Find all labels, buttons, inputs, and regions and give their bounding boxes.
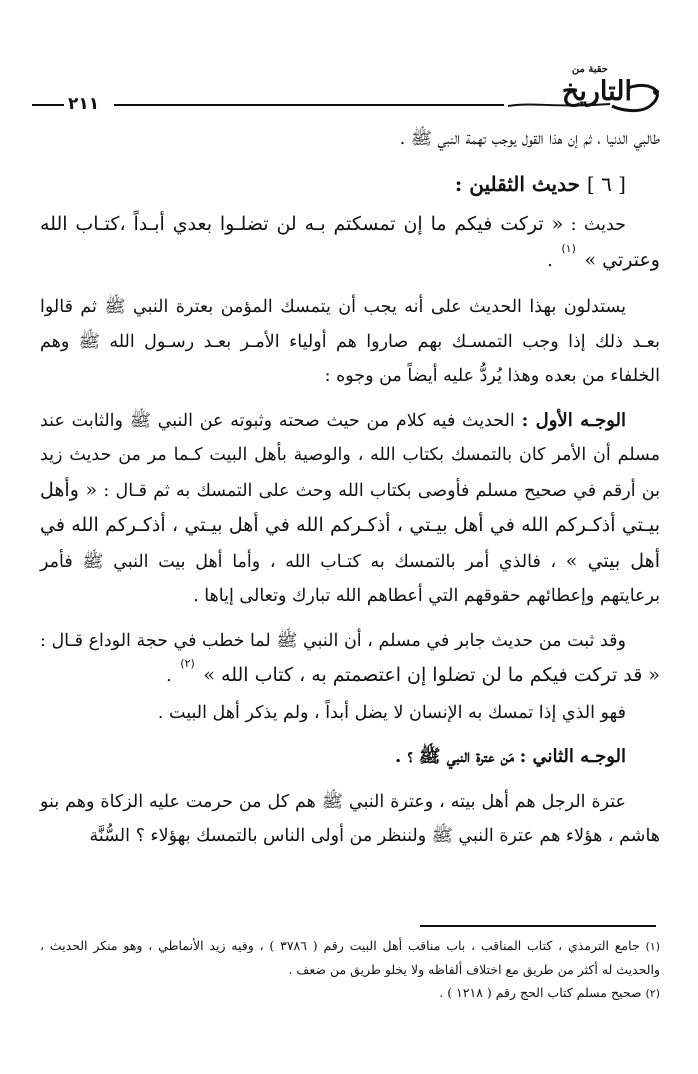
footnote-1-marker: (١) [645,940,660,953]
paragraph-first-aspect [40,404,660,614]
second-aspect-question: مَن عترة النبي ﷺ ؟ . [395,746,514,767]
section-heading [40,167,660,202]
paragraph-conclusion: فهو الذي إذا تمسك به الإنسان لا يضل أبداً ، ولم يذكر أهل البيت . [157,702,626,723]
book-title-small: حقبة من [571,64,608,75]
hadith-quote: « تركت فيكم ما إن تمسكتم بـه لن تضلـوا بعدي أبـداً ،كتـاب الله وعترتي » [40,213,660,271]
header-rule-right [114,104,504,106]
footnotes [40,934,660,1005]
footnote-ref-1: (١) [561,241,576,255]
footnote-2 [40,981,660,1005]
paragraph-itra: عترة الرجل هم أهل بيته ، وعترة النبي ﷺ هم كل من حرمت عليه الزكاة وهم بنو هاشم ، هؤلاء هم عترة النبي ﷺ ولننظر من أولى الناس بالتمسك بهؤلاء ؟ السُّنَّة [40,791,660,846]
ahl-bayt-quote: « وأهل بيـتي أذكـركم الله في أهل بيـتي ، أذكـركم الله في أهل بيـتي ، أذكـركم الله في أهل بيتي » [40,478,660,572]
section-number: [ ٦ ] [586,171,626,196]
footnote-2-text: صحيح مسلم كتاب الحج رقم ( ١٢١٨ ) . [439,985,642,1000]
sentence-end: . [166,666,172,686]
text-line-continuation: طالبي الدنيا ، ثم إن هذا القول يوجب تهمة النبي ﷺ . [399,129,660,149]
section-title: حديث الثقلين : [454,171,580,196]
first-aspect-continuation: ، فالذي أمر بالتمسك به كتـاب الله ، وأما أهل بيت النبي ﷺ فأمر برعايتهم وإعطائهم حقوقهم التي أعطاهم الله تبارك وتعالى إياها . [40,551,660,606]
hadith-label: حديث : [570,215,626,235]
page-number: ٢١١ [68,94,100,114]
jabir-quote: « قد تركت فيكم ما لن تضلوا إن اعتصمتم به ، كتاب الله » [203,664,660,686]
book-title: التاريخ [561,76,632,107]
first-aspect-text: الحديث فيه كلام من حيث صحته وثبوته عن النبي ﷺ والثابت عند مسلم أن الأمر كان بالتمسك بكتاب الله ، والوصية بأهل البيت كـما مر من حديث زيد بن أرقم في صحيح مسلم فأوصى بكتاب الله وحث على التمسك به ثم قـال : [40,410,660,501]
paragraph-second-aspect [40,740,660,775]
first-aspect-label: الوجـه الأول : [521,409,626,431]
paragraph-argument: يستدلون بهذا الحديث على أنه يجب أن يتمسك المؤمن بعترة النبي ﷺ ثم قالوا بعـد ذلك إذا وجب التمسـك بهم صاروا هم أولياء الأمـر بعـد رسـول الله ﷺ وهم الخلفاء من بعده وهذا يُردُّ عليه أيضاً من وجوه : [40,297,660,386]
footnote-1 [40,934,660,981]
main-text [40,122,660,854]
paragraph-jabir [40,624,660,696]
paragraph-hadith [40,207,660,280]
jabir-text: وقد ثبت من حديث جابر في مسلم ، أن النبي ﷺ لما خطب في حجة الوداع قـال : [40,630,626,651]
sentence-end: . [547,250,553,271]
footnote-ref-2: (٢) [180,657,195,670]
second-aspect-label: الوجـه الثاني : [519,746,626,767]
footnote-1-text: جامع الترمذي ، كتاب المناقب ، باب مناقب أهل البيت رقم ( ٣٧٨٦ ) ، وفيه زيد الأنماطي ، وهو منكر الحديث ، والحديث له أكثر من طريق مع اختلاف ألفاظه ولا يخلو طريق من ضعف . [40,938,660,977]
header-rule-left [32,104,64,106]
running-header [30,62,670,120]
footnote-rule [420,925,656,927]
footnote-2-marker: (٢) [645,987,660,1000]
